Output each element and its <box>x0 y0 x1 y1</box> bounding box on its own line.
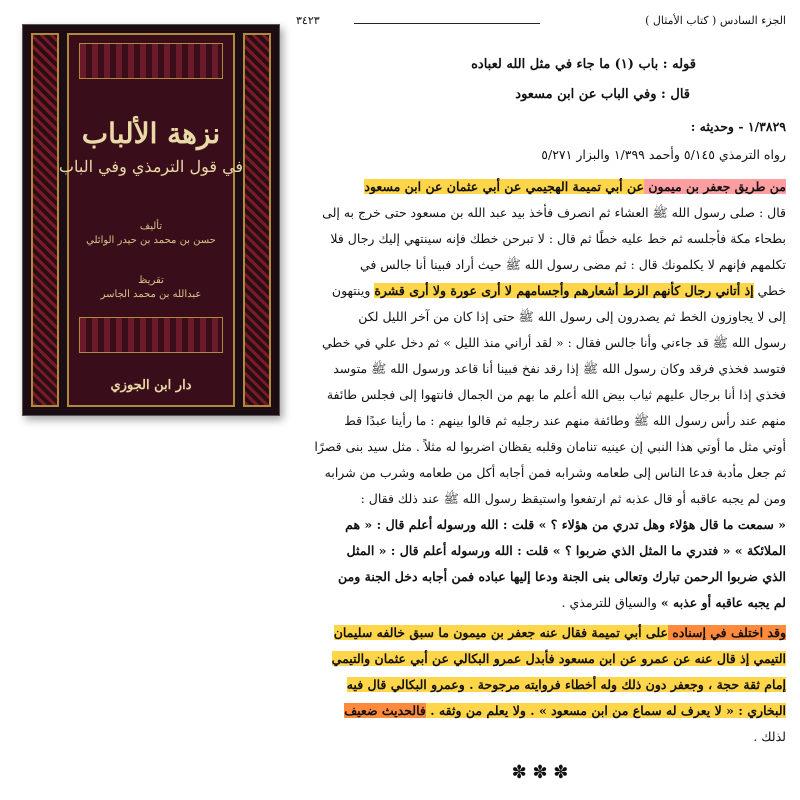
text-line <box>294 306 786 328</box>
text-line <box>294 462 786 484</box>
text-line <box>294 410 786 432</box>
cover-top-ornament <box>79 43 223 79</box>
text-segment: ومن لم يجبه عاقبه أو قال عذبه ثم ارتفعوا واستيقظ رسول الله ﷺ عند ذلك فقال : <box>360 491 786 506</box>
text-segment: والسياق للترمذي . <box>561 595 661 610</box>
text-line <box>294 202 786 224</box>
text-segment: خطي <box>753 283 786 298</box>
text-line <box>294 592 786 614</box>
text-line <box>294 254 786 276</box>
text-line <box>294 674 786 696</box>
text-segment: وينتهون <box>331 283 375 298</box>
text-line <box>294 280 786 302</box>
text-segment: وقد اختلف في إسناده <box>667 625 786 640</box>
cover-panel <box>67 33 235 407</box>
text-segment: أوتي مثل ما أوتي هذا النبي إن عينيه تنامان وقلبه يقظان اضربوا له مثلاً . مثل سيد بنى قصرًا <box>314 439 786 454</box>
text-segment: « سمعت ما قال هؤلاء وهل تدري من هؤلاء ؟ » قلت : الله ورسوله أعلم قال : « هم <box>345 517 786 532</box>
text-line <box>294 726 786 748</box>
text-segment: البخاري : « لا يعرف له سماع من ابن مسعود » . ولا يعلم من وثقه . <box>425 703 786 718</box>
cover-intro-author: عبدالله بن محمد الجاسر <box>100 289 202 300</box>
text-line <box>294 436 786 458</box>
text-segment: قال : صلى رسول الله ﷺ العشاء ثم انصرف فأخذ بيد عبد الله بن مسعود حتى خرج به إلى <box>322 205 786 220</box>
text-segment: فالحديث ضعيف <box>344 703 426 718</box>
cover-publisher: دار ابن الجوزي <box>110 378 192 393</box>
text-segment: على أبي تميمة فقال عنه جعفر بن ميمون ما سبق خالفه سليمان <box>333 625 668 640</box>
cover-author: حسن بن محمد بن حيدر الوائلي <box>86 235 216 246</box>
text-segment: التيمي إذ قال عنه عن عمرو عن ابن مسعود فأبدل عمرو البكالي عن أبي عثمان والتيمي <box>331 651 786 666</box>
text-line <box>294 54 786 76</box>
text-line <box>294 358 786 380</box>
text-line <box>294 514 786 536</box>
cover-right-border <box>243 33 271 407</box>
header-rule <box>354 23 540 24</box>
text-segment: قال : وفي الباب عن ابن مسعود <box>515 87 690 102</box>
text-line <box>294 144 786 166</box>
text-segment: إمام ثقة حجة ، وجعفر دون ذلك وله أخطاء فروايته مرجوحة . وعمرو البكالي قال فيه <box>346 677 786 692</box>
text-line <box>294 384 786 406</box>
book-page <box>290 0 790 800</box>
text-line <box>294 176 786 198</box>
text-line <box>294 648 786 670</box>
page-header <box>290 14 790 30</box>
book-cover <box>22 24 280 416</box>
header-page-number: ٣٤٢٣ <box>296 14 320 27</box>
cover-title: نزهة الألباب <box>81 117 221 150</box>
text-segment: فخذي إذا أنا برجال عليهم ثياب بيض الله أعلم ما بهم من الجمال فانتهوا إلى فجلس طائفة <box>326 387 786 402</box>
text-segment: عن أبي تميمة الهجيمي عن أبي عثمان عن ابن مسعود <box>364 179 644 194</box>
text-segment: بطحاء مكة فأجلسه ثم خط عليه خطًا ثم قال : لا تبرحن خطك فإنه سينتهي إليك رجال فلا <box>330 231 786 246</box>
text-segment: لم يجبه عاقبه أو عذبه » <box>660 595 786 610</box>
text-line <box>294 488 786 510</box>
cover-intro-label: تقريظ <box>138 275 164 286</box>
text-segment: ثم جعل مأدبة فدعا الناس إلى طعامه وشرابه فمن أجابه أكل من طعامه وشرب من شرابه <box>324 465 786 480</box>
text-line <box>294 228 786 250</box>
text-segment: منهم عند رأس رسول الله ﷺ وطائفة منهم عند رجليه ثم قالوا بينهم : ما رأينا عبدًا قط <box>344 413 786 428</box>
text-segment: إلى لا يجاوزون الخط ثم يصدرون إلى رسول الله ﷺ حتى إذا كان من آخر الليل لكن <box>358 309 786 324</box>
header-part: الجزء السادس ( كتاب الأمثال ) <box>645 14 786 27</box>
text-segment: إذ أتاني رجال كأنهم الزط أشعارهم وأجسامهم لا أرى عورة ولا أرى قشرة <box>374 283 754 298</box>
cover-author-label: تأليف <box>139 221 163 232</box>
text-segment: تكلمهم فإنهم لا يكلمونك قال : ثم مضى رسول الله ﷺ حيث أراد فبينا أنا جالس في <box>359 257 786 272</box>
text-line <box>294 84 786 106</box>
cover-subtitle: في قول الترمذي وفي الباب <box>58 157 244 176</box>
text-segment: فتوسد فخذي فرقد وكان رسول الله ﷺ إذا رقد نفخ فبينا أنا قاعد ورسول الله ﷺ متوسد <box>333 361 786 376</box>
text-segment: قوله : باب (١) ما جاء في مثل الله لعباده <box>471 57 696 72</box>
cover-left-border <box>31 33 59 407</box>
text-line <box>294 566 786 588</box>
text-segment: ١/٣٨٢٩ - وحديثه : <box>690 119 786 134</box>
text-line <box>294 622 786 644</box>
text-segment: الذي ضربوا الرحمن تبارك وتعالى بنى الجنة ودعا إليها عباده فمن أجابه دخل الجنة ومن <box>338 569 786 584</box>
text-segment: رواه الترمذي ٥/١٤٥ وأحمد ١/٣٩٩ والبزار ٥/٢٧١ <box>541 147 786 162</box>
text-segment: لذلك . <box>753 729 786 744</box>
text-line <box>294 700 786 722</box>
cover-bottom-ornament <box>79 317 223 353</box>
text-segment: الملائكة » « فتدري ما المثل الذي ضربوا ؟ » قلت : الله ورسوله أعلم قال : « المثل <box>346 543 786 558</box>
text-segment: من طريق جعفر بن ميمون <box>643 179 786 194</box>
text-line <box>294 332 786 354</box>
text-line <box>294 116 786 138</box>
end-ornament: ✽ ✽ ✽ <box>511 762 569 783</box>
text-line <box>294 540 786 562</box>
text-segment: رسول الله ﷺ قد جاءني وأنا جالس فقال : « لقد أراني منذ الليل » ثم دخل علي في خطي <box>321 335 786 350</box>
